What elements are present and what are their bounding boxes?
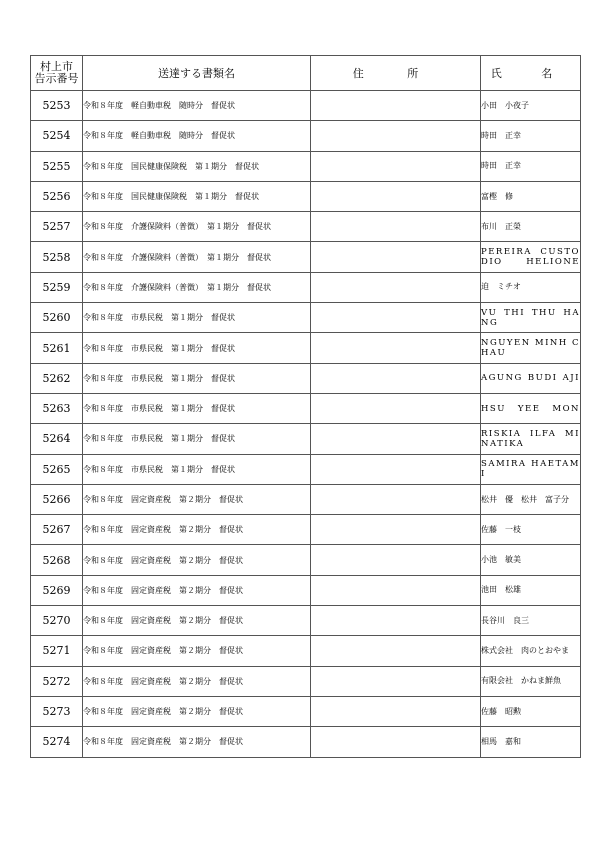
address-cell — [311, 363, 481, 393]
document-name-cell: 令和８年度 市県民税 第１期分 督促状 — [83, 454, 311, 484]
header-notice-number-line2: 告示番号 — [34, 72, 79, 85]
recipient-name-cell: PEREIRA CUSTODIO HELIONE — [481, 242, 581, 272]
table-row — [31, 727, 581, 757]
table-row — [31, 91, 581, 121]
notice-number-cell: 5267 — [31, 515, 83, 545]
address-cell — [311, 181, 481, 211]
address-cell — [311, 151, 481, 181]
recipient-name-cell: 布川 正榮 — [481, 212, 581, 242]
recipient-name-cell: 小田 小夜子 — [481, 91, 581, 121]
notice-number-cell: 5256 — [31, 181, 83, 211]
table-row — [31, 424, 581, 454]
table-row — [31, 212, 581, 242]
address-cell — [311, 727, 481, 757]
table-row — [31, 151, 581, 181]
table-row — [31, 696, 581, 726]
document-name-cell: 令和８年度 固定資産税 第２期分 督促状 — [83, 545, 311, 575]
table-row — [31, 333, 581, 363]
recipient-name-cell: 長谷川 良三 — [481, 606, 581, 636]
document-name-cell: 令和８年度 固定資産税 第２期分 督促状 — [83, 606, 311, 636]
notice-number-cell: 5261 — [31, 333, 83, 363]
document-name-cell: 令和８年度 固定資産税 第２期分 督促状 — [83, 484, 311, 514]
table-header-row — [31, 56, 581, 91]
public-notice-table — [30, 55, 581, 758]
document-name-cell: 令和８年度 市県民税 第１期分 督促状 — [83, 393, 311, 423]
address-cell — [311, 272, 481, 302]
notice-number-cell: 5257 — [31, 212, 83, 242]
header-document-name: 送達する書類名 — [83, 56, 311, 91]
recipient-name-cell: SAMIRA HAETAMI — [481, 454, 581, 484]
notice-number-cell: 5265 — [31, 454, 83, 484]
recipient-name-cell: 小池 敏美 — [481, 545, 581, 575]
recipient-name-cell: 相馬 嘉和 — [481, 727, 581, 757]
address-cell — [311, 515, 481, 545]
address-cell — [311, 303, 481, 333]
address-cell — [311, 393, 481, 423]
document-name-cell: 令和８年度 固定資産税 第２期分 督促状 — [83, 696, 311, 726]
address-cell — [311, 454, 481, 484]
recipient-name-cell: 時田 正幸 — [481, 151, 581, 181]
notice-number-cell: 5273 — [31, 696, 83, 726]
document-name-cell: 令和８年度 市県民税 第１期分 督促状 — [83, 303, 311, 333]
notice-number-cell: 5255 — [31, 151, 83, 181]
notice-number-cell: 5266 — [31, 484, 83, 514]
recipient-name-cell: 迫 ミチオ — [481, 272, 581, 302]
table-row — [31, 484, 581, 514]
recipient-name-cell: HSU YEE MON — [481, 393, 581, 423]
notice-number-cell: 5260 — [31, 303, 83, 333]
table-row — [31, 666, 581, 696]
notice-number-cell: 5271 — [31, 636, 83, 666]
notice-number-cell: 5258 — [31, 242, 83, 272]
document-name-cell: 令和８年度 固定資産税 第２期分 督促状 — [83, 727, 311, 757]
notice-number-cell: 5269 — [31, 575, 83, 605]
address-cell — [311, 484, 481, 514]
address-cell — [311, 424, 481, 454]
address-cell — [311, 333, 481, 363]
document-name-cell: 令和８年度 固定資産税 第２期分 督促状 — [83, 515, 311, 545]
table-row — [31, 121, 581, 151]
address-cell — [311, 121, 481, 151]
address-cell — [311, 696, 481, 726]
table-row — [31, 606, 581, 636]
header-notice-number — [31, 56, 83, 91]
recipient-name-cell: 松井 優 松井 富子分 — [481, 484, 581, 514]
table-row — [31, 393, 581, 423]
document-name-cell: 令和８年度 介護保険料（普徴） 第１期分 督促状 — [83, 242, 311, 272]
table-row — [31, 454, 581, 484]
address-cell — [311, 575, 481, 605]
recipient-name-cell: NGUYEN MINH CHAU — [481, 333, 581, 363]
notice-number-cell: 5254 — [31, 121, 83, 151]
recipient-name-cell: 富樫 修 — [481, 181, 581, 211]
notice-number-cell: 5268 — [31, 545, 83, 575]
document-name-cell: 令和８年度 固定資産税 第２期分 督促状 — [83, 636, 311, 666]
address-cell — [311, 545, 481, 575]
table-row — [31, 272, 581, 302]
address-cell — [311, 636, 481, 666]
header-notice-number-line1: 村上市 — [40, 60, 73, 73]
notice-number-cell: 5253 — [31, 91, 83, 121]
document-name-cell: 令和８年度 市県民税 第１期分 督促状 — [83, 333, 311, 363]
table-row — [31, 242, 581, 272]
document-name-cell: 令和８年度 介護保険料（普徴） 第１期分 督促状 — [83, 212, 311, 242]
notice-number-cell: 5274 — [31, 727, 83, 757]
recipient-name-cell: AGUNG BUDI AJI — [481, 363, 581, 393]
recipient-name-cell: RISKIA ILFA MINATIKA — [481, 424, 581, 454]
address-cell — [311, 91, 481, 121]
table-row — [31, 363, 581, 393]
notice-number-cell: 5270 — [31, 606, 83, 636]
table-body — [31, 91, 581, 758]
notice-number-cell: 5263 — [31, 393, 83, 423]
document-name-cell: 令和８年度 固定資産税 第２期分 督促状 — [83, 666, 311, 696]
table-row — [31, 636, 581, 666]
table-row — [31, 545, 581, 575]
document-name-cell: 令和８年度 国民健康保険税 第１期分 督促状 — [83, 181, 311, 211]
recipient-name-cell: VU THI THU HANG — [481, 303, 581, 333]
document-name-cell: 令和８年度 軽自動車税 随時分 督促状 — [83, 91, 311, 121]
address-cell — [311, 666, 481, 696]
document-name-cell: 令和８年度 軽自動車税 随時分 督促状 — [83, 121, 311, 151]
recipient-name-cell: 株式会社 肉のとおやま — [481, 636, 581, 666]
document-name-cell: 令和８年度 固定資産税 第２期分 督促状 — [83, 575, 311, 605]
recipient-name-cell: 有限会社 かねま鮮魚 — [481, 666, 581, 696]
recipient-name-cell: 池田 松雄 — [481, 575, 581, 605]
document-name-cell: 令和８年度 市県民税 第１期分 督促状 — [83, 424, 311, 454]
notice-number-cell: 5264 — [31, 424, 83, 454]
notice-number-cell: 5259 — [31, 272, 83, 302]
document-name-cell: 令和８年度 介護保険料（普徴） 第１期分 督促状 — [83, 272, 311, 302]
recipient-name-cell: 佐藤 一枝 — [481, 515, 581, 545]
table-row — [31, 303, 581, 333]
document-name-cell: 令和８年度 国民健康保険税 第１期分 督促状 — [83, 151, 311, 181]
address-cell — [311, 242, 481, 272]
address-cell — [311, 606, 481, 636]
header-address: 住 所 — [311, 56, 481, 91]
header-name: 氏 名 — [481, 56, 581, 91]
notice-number-cell: 5262 — [31, 363, 83, 393]
recipient-name-cell: 佐藤 昭勲 — [481, 696, 581, 726]
document-name-cell: 令和８年度 市県民税 第１期分 督促状 — [83, 363, 311, 393]
notice-number-cell: 5272 — [31, 666, 83, 696]
recipient-name-cell: 時田 正幸 — [481, 121, 581, 151]
table-row — [31, 181, 581, 211]
address-cell — [311, 212, 481, 242]
table-row — [31, 575, 581, 605]
table-row — [31, 515, 581, 545]
